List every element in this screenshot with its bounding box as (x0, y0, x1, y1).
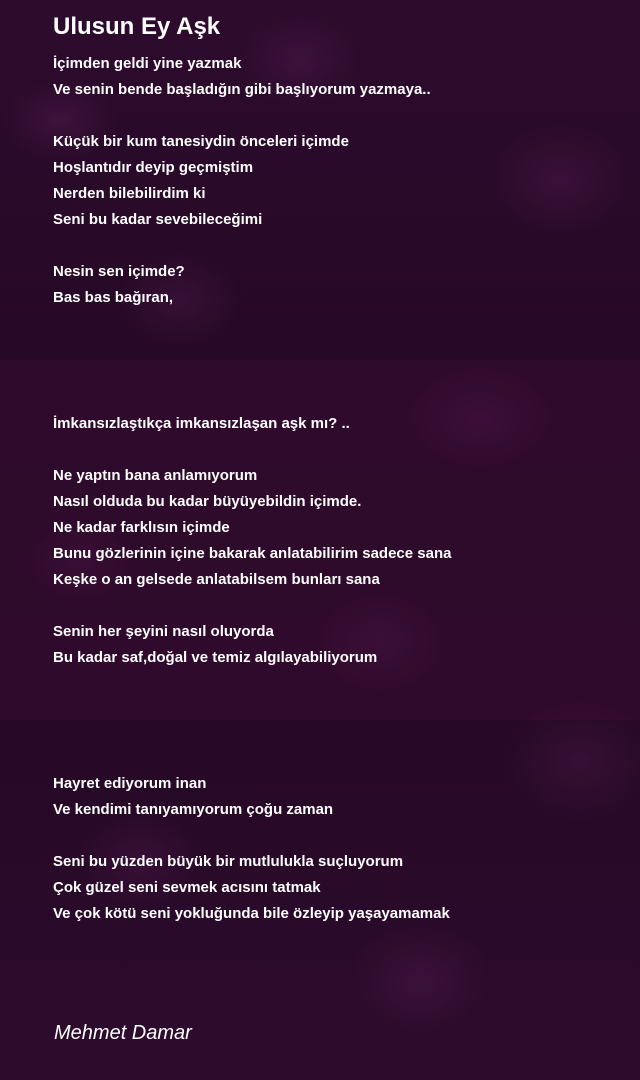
poem-line: Bunu gözlerinin içine bakarak anlatabilirim sadece sana (53, 545, 452, 562)
poem-line: İçimden geldi yine yazmak (53, 55, 242, 72)
poem-line: Nesin sen içimde? (53, 263, 185, 280)
poem-line: Küçük bir kum tanesiydin önceleri içimde (53, 133, 349, 150)
poem-line: Nasıl olduda bu kadar büyüyebildin içimde. (53, 493, 362, 510)
poem-title: Ulusun Ey Aşk (53, 13, 221, 40)
poem-line: Çok güzel seni sevmek acısını tatmak (53, 879, 321, 896)
poem-line: Ve çok kötü seni yokluğunda bile özleyip yaşayamamak (53, 905, 450, 922)
poem-line: Nerden bilebilirdim ki (53, 185, 206, 202)
poem-line: Bas bas bağıran, (53, 289, 174, 306)
poem-line: Keşke o an gelsede anlatabilsem bunları sana (53, 571, 380, 588)
poem-line: Hayret ediyorum inan (53, 775, 207, 792)
poem-line: Senin her şeyini nasıl oluyorda (53, 623, 274, 640)
poem-line: Bu kadar saf,doğal ve temiz algılayabiliyorum (53, 649, 378, 666)
poem-author: Mehmet Damar (54, 1022, 192, 1044)
poem-line: Hoşlantıdır deyip geçmiştim (53, 159, 254, 176)
poem-line: Ne kadar farklısın içimde (53, 519, 230, 536)
poem-line: Seni bu kadar sevebileceğimi (53, 211, 263, 228)
poem-line: Ve senin bende başladığın gibi başlıyorum yazmaya.. (53, 81, 431, 98)
poem-line: Seni bu yüzden büyük bir mutlulukla suçluyorum (53, 853, 404, 870)
poem-line: Ve kendimi tanıyamıyorum çoğu zaman (53, 801, 334, 818)
poem-line: Ne yaptın bana anlamıyorum (53, 467, 258, 484)
poem-line: İmkansızlaştıkça imkansızlaşan aşk mı? .. (53, 415, 350, 432)
